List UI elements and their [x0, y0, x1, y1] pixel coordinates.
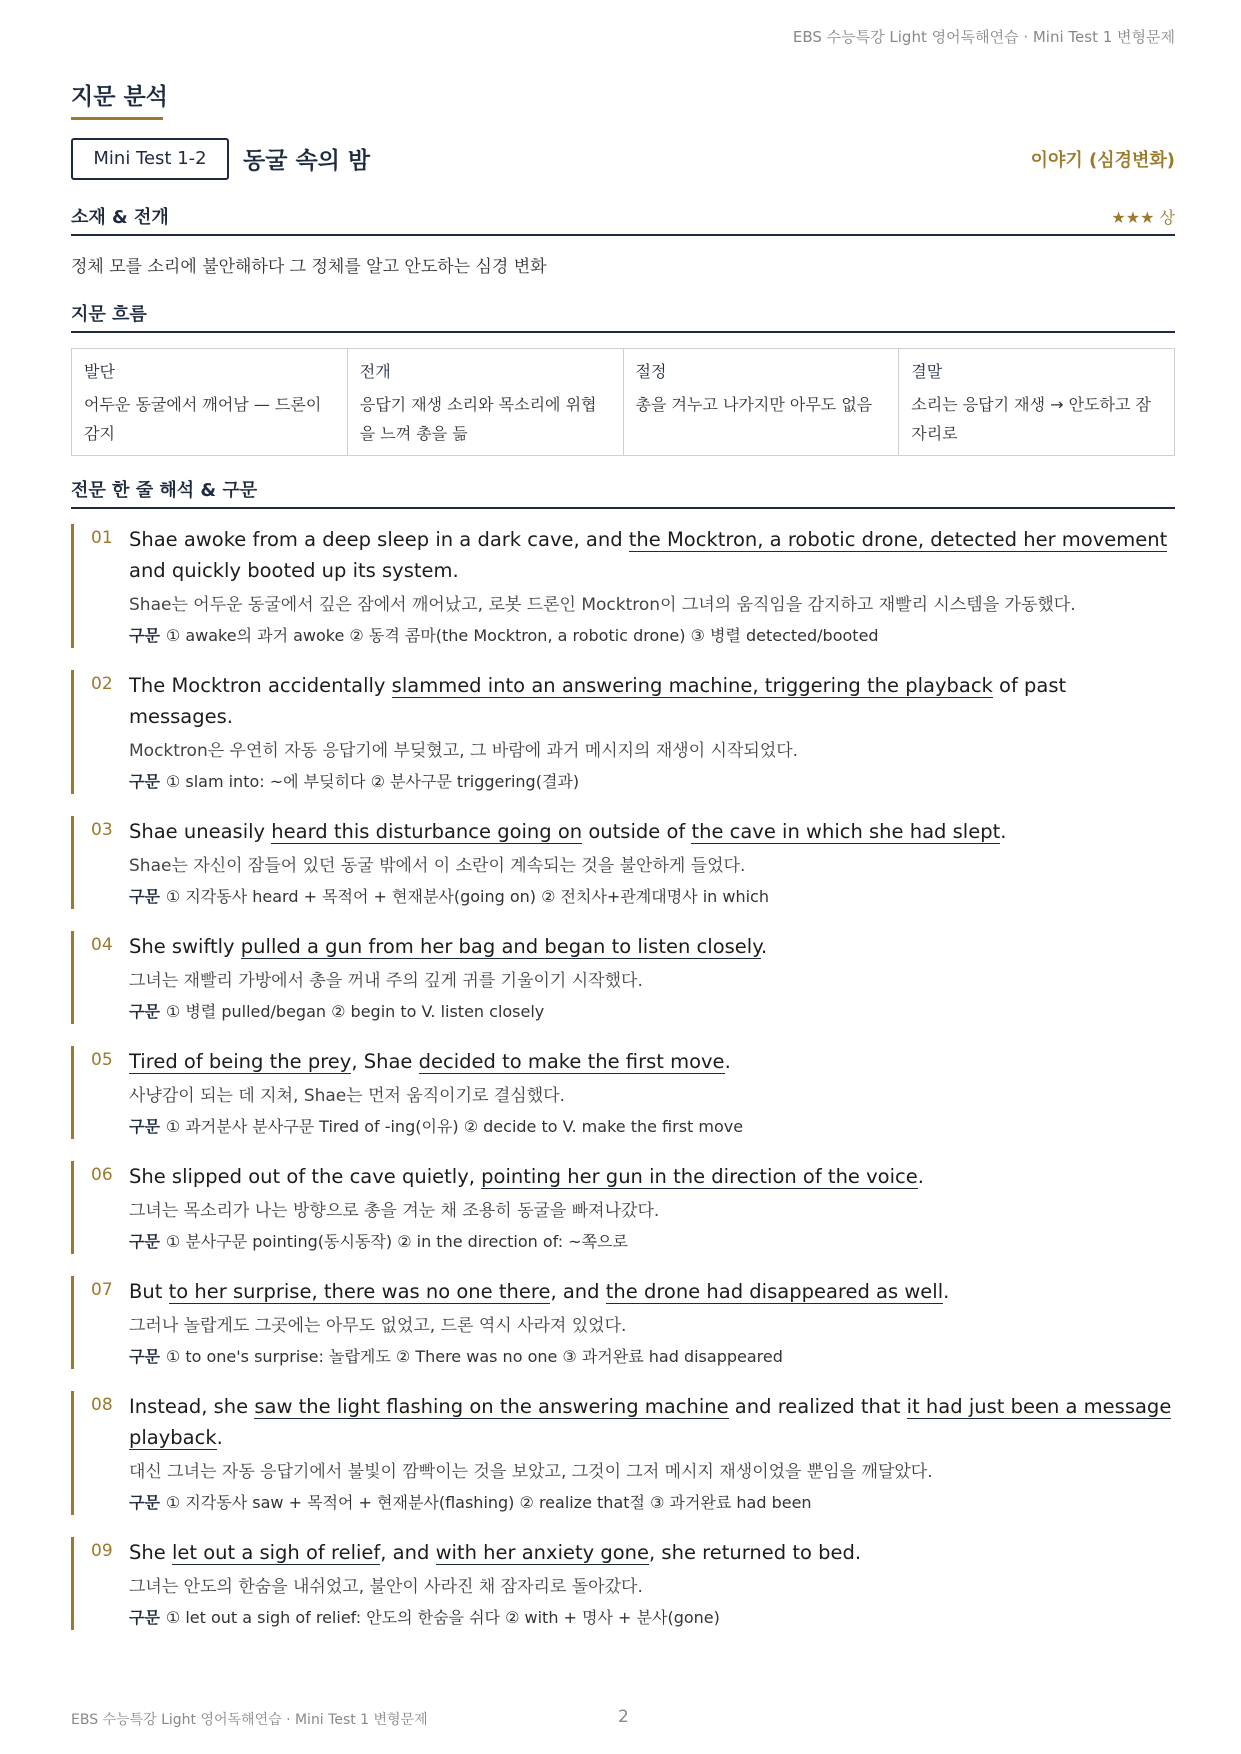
sentence-block — [71, 524, 1175, 648]
korean-translation: 그녀는 목소리가 나는 방향으로 총을 겨눈 채 조용히 동굴을 빠져나갔다. — [129, 1201, 660, 1221]
grammar-note — [129, 1606, 1175, 1630]
flow-cell-text: 어두운 동굴에서 깨어남 — 드론이 감지 — [84, 395, 322, 443]
sentence-text: The Mocktron accidentally — [129, 674, 392, 697]
english-sentence — [129, 1046, 1175, 1077]
sentence-text: . — [943, 1280, 950, 1303]
english-sentence — [129, 931, 1175, 962]
genre-label: 이야기 (심경변화) — [1030, 150, 1175, 171]
flow-cell-development — [348, 349, 624, 455]
divider — [71, 507, 1175, 509]
sentence-text: , and — [380, 1541, 436, 1564]
difficulty-rating: ★★★ 상 — [1111, 208, 1175, 227]
divider — [71, 234, 1175, 236]
sentence-text: She swiftly — [129, 935, 241, 958]
sentence-list — [71, 524, 1175, 1652]
grammar-label: 구문 — [129, 1002, 160, 1021]
flow-cell-exposition — [72, 349, 348, 455]
grammar-note — [129, 1115, 1175, 1139]
grammar-label: 구문 — [129, 1493, 160, 1512]
grammar-note — [129, 1345, 1175, 1369]
flow-cell-text: 응답기 재생 소리와 목소리에 위협을 느껴 총을 듦 — [359, 395, 597, 443]
grammar-label: 구문 — [129, 626, 160, 645]
section-title: 지문 분석 — [71, 84, 168, 110]
grammar-note — [129, 624, 1175, 648]
sentence-number: 09 — [91, 1541, 113, 1561]
underlined-phrase: with her anxiety gone — [435, 1541, 650, 1564]
underlined-phrase: Tired of being the prey — [129, 1050, 352, 1073]
sentence-text: , Shae — [351, 1050, 419, 1073]
sentence-block — [71, 1161, 1175, 1254]
sentence-text: Instead, she — [129, 1395, 255, 1418]
underlined-phrase: pointing her gun in the direction of the voice — [481, 1165, 918, 1188]
flow-cell-text: 총을 겨누고 나가지만 아무도 없음 — [635, 395, 873, 414]
korean-translation: Shae는 어두운 동굴에서 깊은 잠에서 깨어났고, 로봇 드론인 Mocktron이 그녀의 움직임을 감지하고 재빨리 시스템을 가동했다. — [129, 595, 1076, 615]
flow-cell-label: 전개 — [359, 362, 391, 381]
page-number: 2 — [618, 1707, 629, 1727]
grammar-text: ① awake의 과거 awoke ② 동격 콤마(the Mocktron, a robotic drone) ③ 병렬 detected/booted — [165, 626, 879, 645]
underlined-phrase: to her surprise, there was no one there — [168, 1280, 551, 1303]
topic-heading: 소재 & 전개 — [71, 207, 169, 228]
grammar-text: ① let out a sigh of relief: 안도의 한숨을 쉬다 ② with + 명사 + 분사(gone) — [165, 1608, 720, 1627]
english-sentence — [129, 1391, 1175, 1453]
korean-translation: 그녀는 재빨리 가방에서 총을 꺼내 주의 깊게 귀를 기울이기 시작했다. — [129, 971, 643, 991]
section-title-underline — [71, 117, 163, 120]
underlined-phrase: decided to make the first move — [418, 1050, 725, 1073]
grammar-label: 구문 — [129, 1608, 160, 1627]
sentence-text: . — [724, 1050, 731, 1073]
sentence-text: outside of — [582, 820, 692, 843]
underlined-phrase: let out a sigh of relief — [171, 1541, 381, 1564]
divider — [71, 331, 1175, 333]
footer-text: EBS 수능특강 Light 영어독해연습 · Mini Test 1 변형문제 — [71, 1712, 428, 1728]
flow-cell-resolution — [899, 349, 1174, 455]
grammar-label: 구문 — [129, 1117, 160, 1136]
sentence-text: . — [216, 1426, 223, 1449]
sentence-number: 03 — [91, 820, 113, 840]
underlined-phrase: the Mocktron, a robotic drone, detected her movement — [628, 528, 1168, 551]
flow-table — [71, 348, 1175, 456]
underlined-phrase: saw the light flashing on the answering machine — [254, 1395, 729, 1418]
sentence-number: 02 — [91, 674, 113, 694]
grammar-text: ① to one's surprise: 놀랍게도 ② There was no one ③ 과거완료 had disappeared — [165, 1347, 783, 1366]
grammar-note — [129, 1491, 1175, 1515]
korean-translation: Shae는 자신이 잠들어 있던 동굴 밖에서 이 소란이 계속되는 것을 불안하게 들었다. — [129, 856, 746, 876]
sentence-text: Shae uneasily — [129, 820, 272, 843]
sentence-number: 07 — [91, 1280, 113, 1300]
flow-cell-climax — [624, 349, 900, 455]
grammar-text: ① 지각동사 saw + 목적어 + 현재분사(flashing) ② realize that절 ③ 과거완료 had been — [165, 1493, 812, 1512]
underlined-phrase: heard this disturbance going on — [271, 820, 583, 843]
sentence-block — [71, 1391, 1175, 1515]
sentence-text: Shae awoke from a deep sleep in a dark cave, and — [129, 528, 629, 551]
running-header: EBS 수능특강 Light 영어독해연습 · Mini Test 1 변형문제 — [792, 28, 1175, 46]
english-sentence — [129, 524, 1175, 586]
sentence-block — [71, 670, 1175, 794]
grammar-text: ① 병렬 pulled/began ② begin to V. listen closely — [165, 1002, 545, 1021]
underlined-phrase: the cave in which she had slept — [691, 820, 1001, 843]
sentence-text: But — [129, 1280, 169, 1303]
english-sentence — [129, 670, 1175, 732]
grammar-label: 구문 — [129, 772, 160, 791]
test-label-box: Mini Test 1-2 — [71, 138, 229, 180]
flow-heading: 지문 흐름 — [71, 304, 147, 325]
flow-cell-label: 발단 — [84, 362, 115, 381]
sentence-text: and quickly booted up its system. — [129, 559, 459, 582]
sentence-text: . — [917, 1165, 924, 1188]
passage-title: 동굴 속의 밤 — [243, 148, 371, 174]
sentence-number: 04 — [91, 935, 113, 955]
korean-translation: 사냥감이 되는 데 지쳐, Shae는 먼저 움직이기로 결심했다. — [129, 1086, 565, 1106]
english-sentence — [129, 816, 1175, 847]
sentence-text: . — [760, 935, 768, 958]
underlined-phrase: pulled a gun from her bag and began to listen closely — [240, 935, 761, 958]
sentence-block — [71, 1276, 1175, 1369]
grammar-label: 구문 — [129, 1232, 160, 1251]
flow-cell-text: 소리는 응답기 재생 → 안도하고 잠자리로 — [911, 395, 1152, 443]
korean-translation: 그녀는 안도의 한숨을 내쉬었고, 불안이 사라진 채 잠자리로 돌아갔다. — [129, 1577, 643, 1597]
english-sentence — [129, 1537, 1175, 1568]
grammar-text: ① 분사구문 pointing(동시동작) ② in the direction of: ~쪽으로 — [165, 1232, 628, 1251]
grammar-note — [129, 1000, 1175, 1024]
grammar-note — [129, 885, 1175, 909]
sentence-text: She — [129, 1541, 172, 1564]
grammar-label: 구문 — [129, 887, 160, 906]
sentence-text: of past messages. — [129, 674, 1067, 728]
page — [71, 0, 1175, 1754]
sentence-block — [71, 1537, 1175, 1630]
topic-text: 정체 모를 소리에 불안해하다 그 정체를 알고 안도하는 심경 변화 — [71, 257, 547, 277]
sentence-text: , she returned to bed. — [649, 1541, 862, 1564]
grammar-text: ① slam into: ~에 부딪히다 ② 분사구문 triggering(결과) — [165, 772, 580, 791]
flow-cell-label: 절정 — [635, 362, 667, 381]
english-sentence — [129, 1276, 1175, 1307]
sentence-number: 05 — [91, 1050, 113, 1070]
sentence-number: 06 — [91, 1165, 113, 1185]
sentence-text: and realized that — [728, 1395, 907, 1418]
sentence-number: 08 — [91, 1395, 113, 1415]
grammar-note — [129, 770, 1175, 794]
grammar-text: ① 과거분사 분사구문 Tired of -ing(이유) ② decide to V. make the first move — [165, 1117, 744, 1136]
flow-cell-label: 결말 — [911, 362, 943, 381]
sentence-block — [71, 1046, 1175, 1139]
korean-translation: Mocktron은 우연히 자동 응답기에 부딪혔고, 그 바람에 과거 메시지의 재생이 시작되었다. — [129, 741, 799, 761]
analysis-heading: 전문 한 줄 해석 & 구문 — [71, 480, 258, 501]
underlined-phrase: it had just been a message playback — [129, 1395, 1172, 1449]
sentence-block — [71, 931, 1175, 1024]
sentence-text: . — [1000, 820, 1007, 843]
sentence-text: She slipped out of the cave quietly, — [129, 1165, 482, 1188]
grammar-note — [129, 1230, 1175, 1254]
sentence-block — [71, 816, 1175, 909]
sentence-number: 01 — [91, 528, 113, 548]
english-sentence — [129, 1161, 1175, 1192]
sentence-text: , and — [550, 1280, 606, 1303]
grammar-text: ① 지각동사 heard + 목적어 + 현재분사(going on) ② 전치사+관계대명사 in which — [165, 887, 769, 906]
underlined-phrase: the drone had disappeared as well — [605, 1280, 944, 1303]
grammar-label: 구문 — [129, 1347, 160, 1366]
korean-translation: 대신 그녀는 자동 응답기에서 불빛이 깜빡이는 것을 보았고, 그것이 그저 메시지 재생이었을 뿐임을 깨달았다. — [129, 1462, 933, 1482]
underlined-phrase: slammed into an answering machine, triggering the playback — [391, 674, 993, 697]
korean-translation: 그러나 놀랍게도 그곳에는 아무도 없었고, 드론 역시 사라져 있었다. — [129, 1316, 627, 1336]
